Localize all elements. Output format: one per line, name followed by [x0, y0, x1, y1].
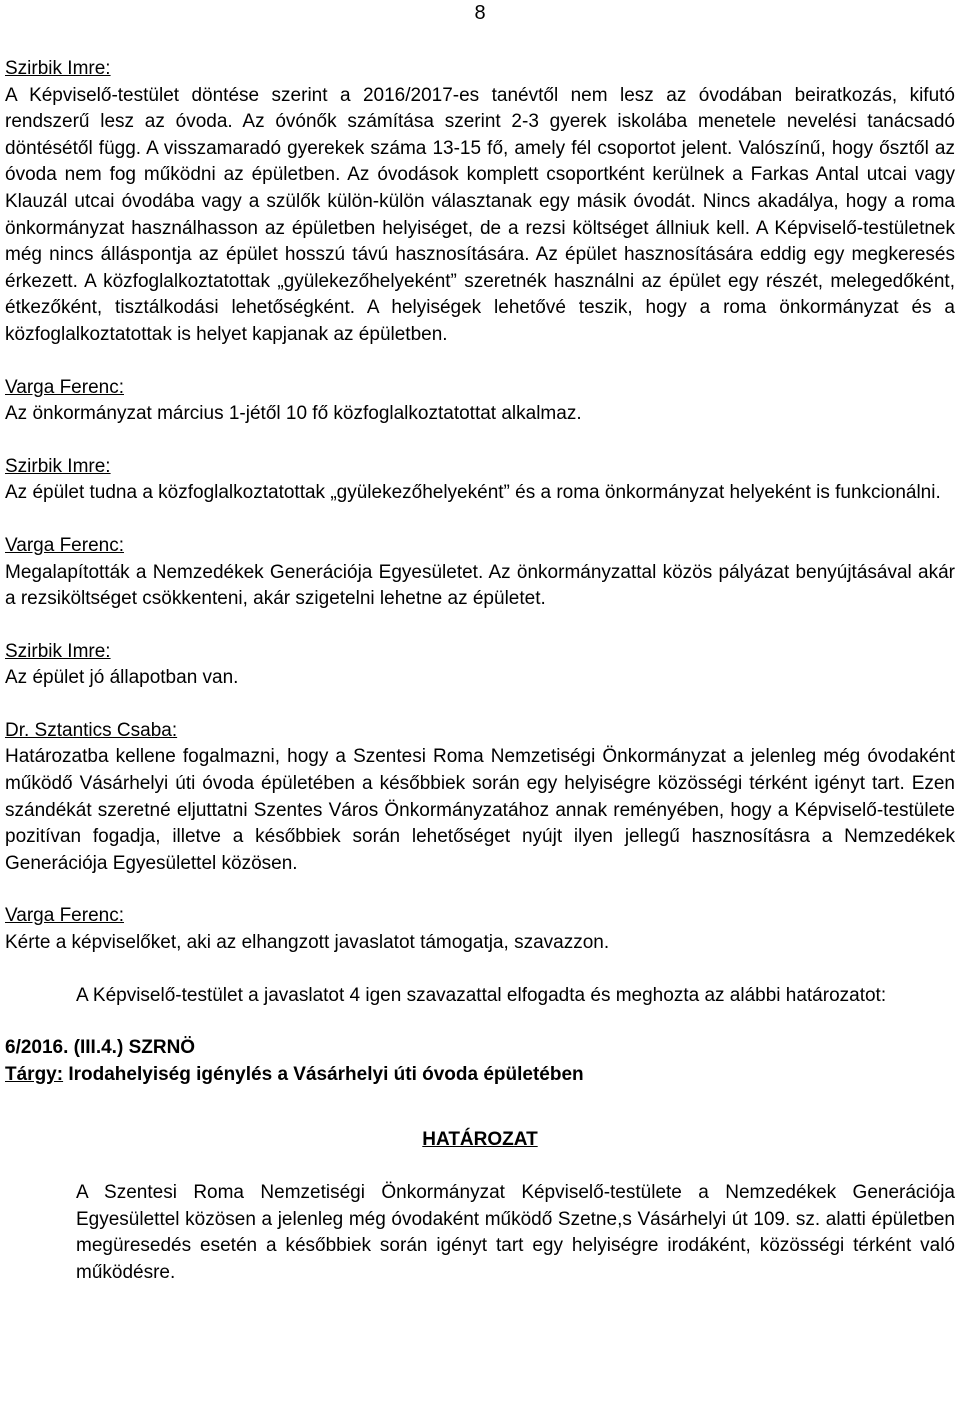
speech-text: Megalapították a Nemzedékek Generációja Egyesületet. Az önkormányzattal közös pályázat benyújtásával akár a rezsiköltséget csökkenteni, akár szigetelni lehetne az épületet. — [5, 561, 955, 610]
speaker-name: Szirbik Imre: — [5, 58, 111, 79]
speech-block — [5, 903, 955, 956]
speech-block — [5, 454, 955, 507]
speech-block — [5, 533, 955, 613]
speech-text: Az épület tudna a közfoglalkoztatottak „gyülekezőhelyeként” és a roma önkormányzat helyeként is funkcionálni. — [5, 482, 941, 504]
speech-block — [5, 56, 955, 349]
speaker-name: Varga Ferenc: — [5, 905, 124, 927]
speech-block — [5, 375, 955, 428]
resolution-subject-text: Irodahelyiség igénylés a Vásárhelyi úti óvoda épületében — [68, 1063, 584, 1085]
speech-text: A Képviselő-testület döntése szerint a 2016/2017-es tanévtől nem lesz az óvodában beiratkozás, kifutó rendszerű lesz az óvoda. Az óvónők számítása szerint 2-3 gyerek iskolába menetele nevelési tanácsadó döntésétől függ. A visszamaradó gyerekek száma 13-15 fő, amely fél csoportot jelent. Valószínű, hogy ősztől az óvoda nem fog működni az épületben. Az óvodások komplett csoportként kerülnek a Farkas Antal utcai vagy Klauzál utcai óvodába vagy a szülők külön-külön választanak egy másik óvodát. Nincs akadálya, hogy a roma önkormányzat használhasson az épületben helyiséget, de a rezsi költséget állniuk kell. A Képviselő-testületnek még nincs álláspontja az épület hosszú távú hasznosítására. Az épület hasznosítására eddig egy megkeresés érkezett. A közfoglalkoztatottak „gyülekezőhelyeként” szeretnék használni az épület egy részét, melegedőként, étkezőként, tisztálkodási lehetőségként. A helyiségek lehetővé teszik, hogy a roma önkormányzat és a közfoglalkoztatottak is helyet kapjanak az épületben. — [5, 84, 955, 345]
speaker-name: Dr. Sztantics Csaba: — [5, 719, 178, 741]
speaker-name: Varga Ferenc: — [5, 376, 124, 398]
resolution-subject-label: Tárgy: — [5, 1063, 64, 1085]
speaker-name: Szirbik Imre: — [5, 640, 111, 662]
speech-text: Kérte a képviselőket, aki az elhangzott javaslatot támogatja, szavazzon. — [5, 932, 610, 954]
speech-text: Az épület jó állapotban van. — [5, 667, 239, 689]
resolution-body: A Szentesi Roma Nemzetiségi Önkormányzat Képviselő-testülete a Nemzedékek Generációja Egyesülettel közösen a jelenleg még óvodaként működő Szetne,s Vásárhelyi út 109. sz. alatti épületben megüresedés esetén a későbbiek során igényt tart egy helyiségre irodáként, közösségi térként való működésre. — [76, 1182, 955, 1283]
resolution-number: 6/2016. (III.4.) SZRNÖ — [5, 1037, 196, 1059]
speech-block — [5, 639, 955, 692]
speaker-name: Varga Ferenc: — [5, 534, 124, 556]
resolution — [5, 1035, 955, 1286]
page-number: 8 — [474, 2, 486, 24]
speech-block — [5, 718, 955, 878]
speaker-name: Szirbik Imre: — [5, 455, 111, 477]
vote-result: A Képviselő-testület a javaslatot 4 igen szavazattal elfogadta és meghozta az alábbi határozatot: — [76, 984, 887, 1006]
resolution-subject — [5, 1062, 955, 1089]
speech-text: Határozatba kellene fogalmazni, hogy a Szentesi Roma Nemzetiségi Önkormányzat a jelenleg még óvodaként működő Vásárhelyi úti óvoda épületében a későbbiek során egy helyiségre közösségi térként igényt tart. Ezen szándékát szeretné eljuttatni Szentes Város Önkormányzatához annak reményében, hogy a Képviselő-testülete pozitívan fogadja, illetve a későbbiek során lehetőséget nyújt ilyen jellegű hasznosításra a Nemzedékek Generációja Egyesülettel közösen. — [5, 746, 955, 874]
resolution-heading: HATÁROZAT — [422, 1129, 538, 1151]
minutes-content — [5, 56, 955, 1286]
speech-text: Az önkormányzat március 1-jétől 10 fő közfoglalkoztatottat alkalmaz. — [5, 403, 582, 425]
